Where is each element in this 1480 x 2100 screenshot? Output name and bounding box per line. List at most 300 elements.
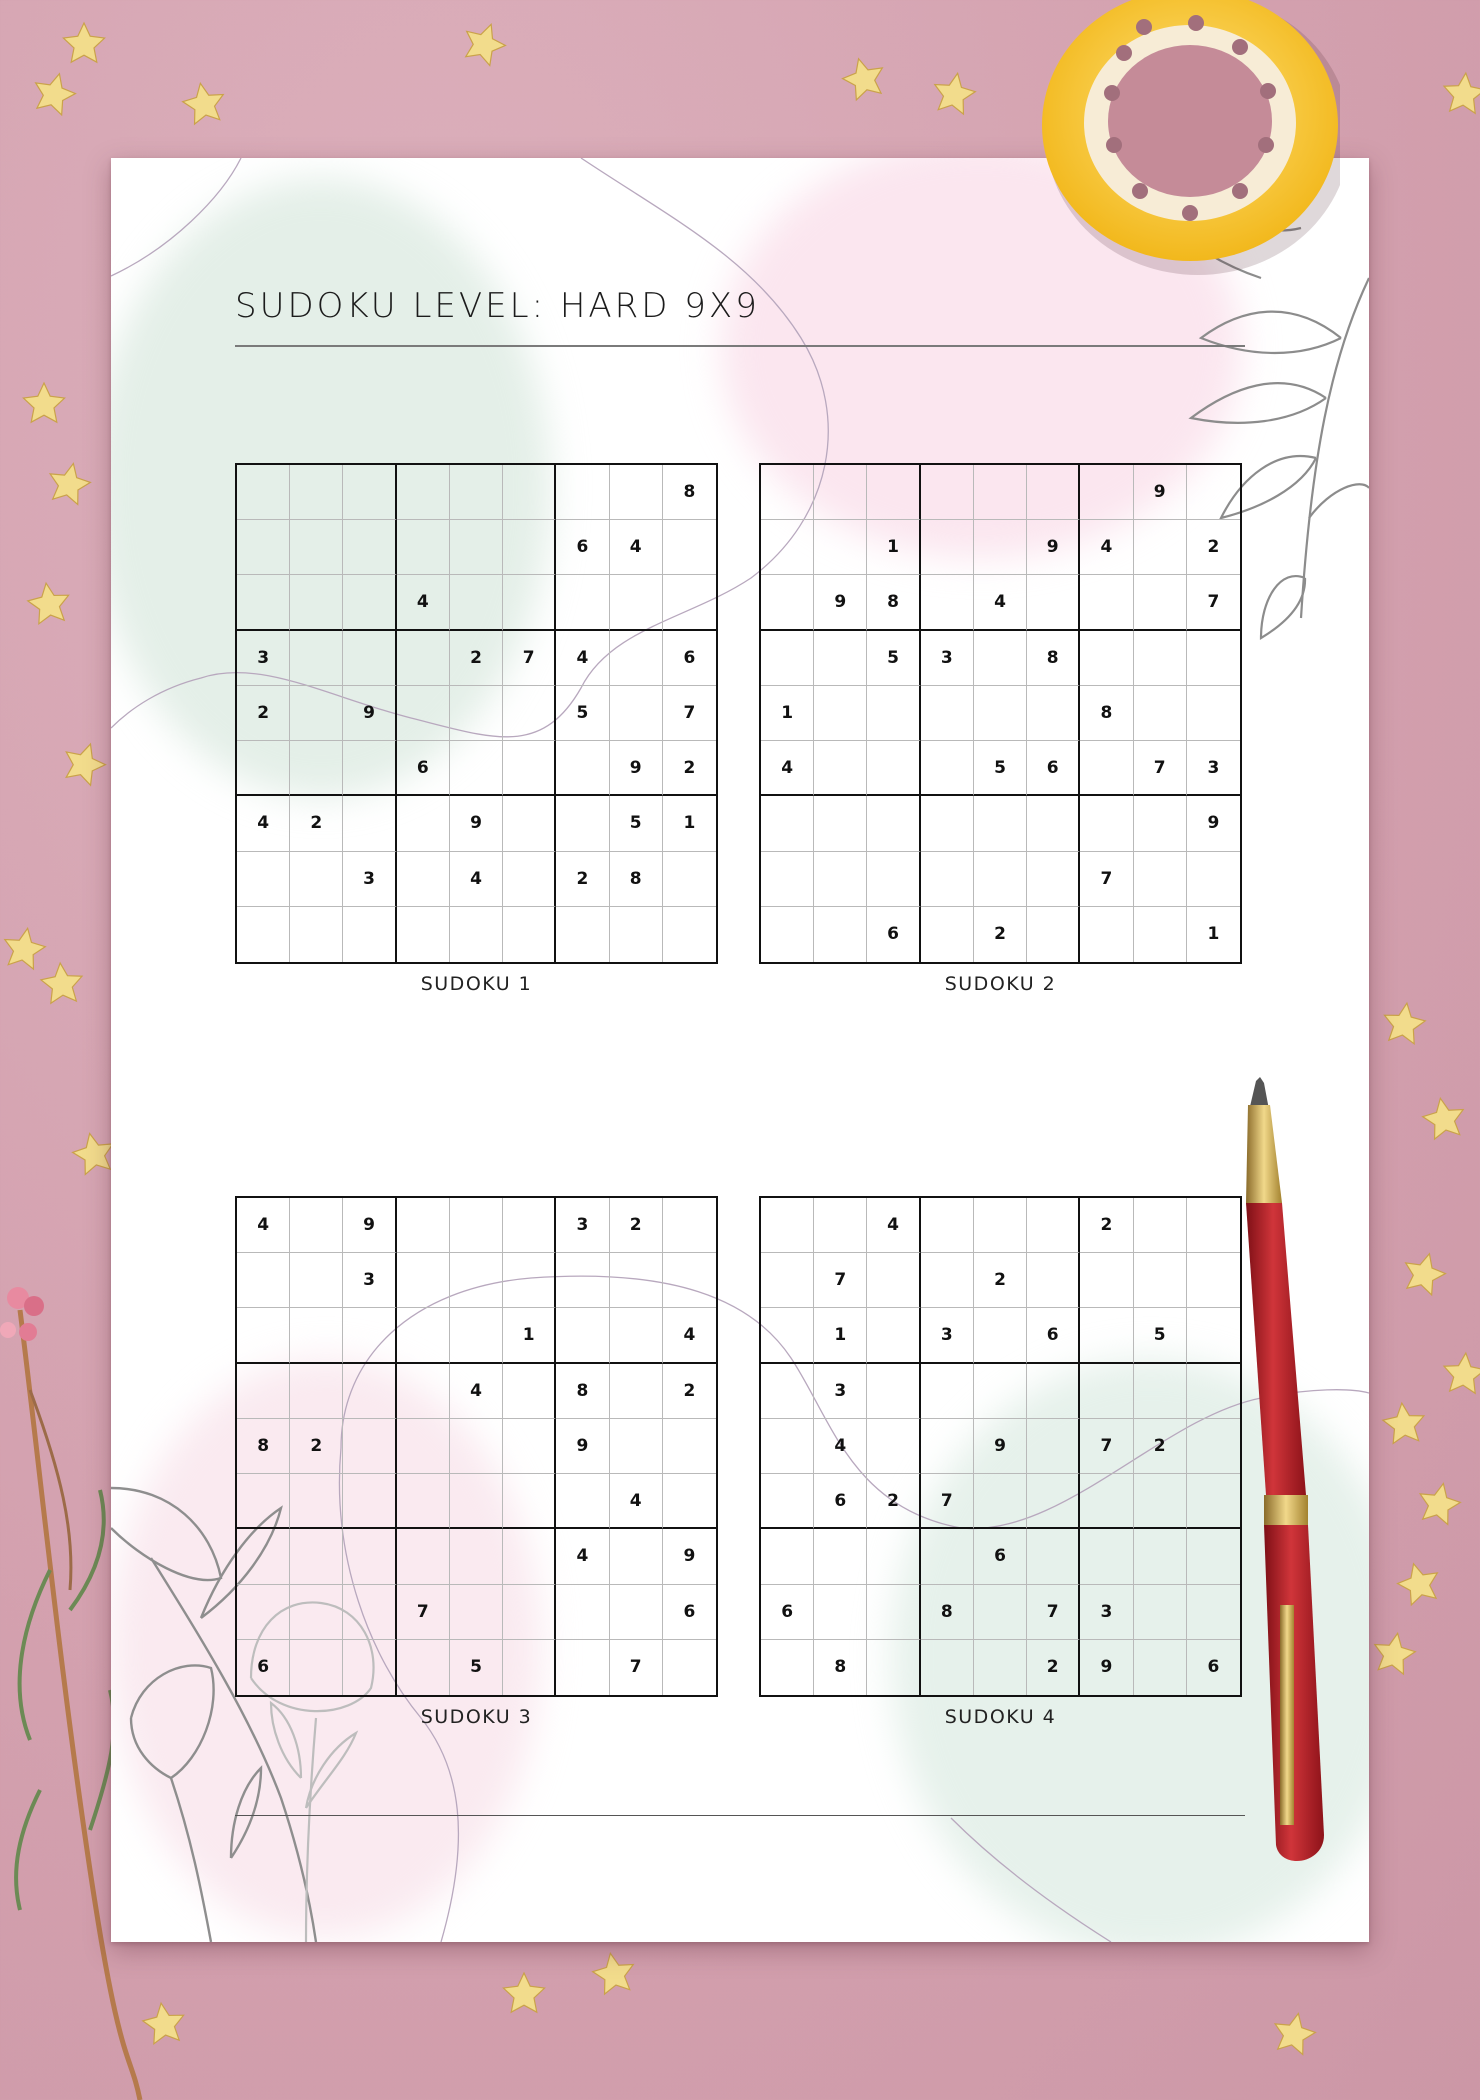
sudoku-cell[interactable] (450, 1419, 503, 1474)
sudoku-cell[interactable]: 6 (556, 520, 609, 575)
sudoku-cell[interactable]: 9 (343, 1198, 396, 1253)
sudoku-cell[interactable] (450, 1529, 503, 1584)
sudoku-cell[interactable] (814, 1198, 867, 1253)
sudoku-cell[interactable] (1187, 686, 1240, 741)
sudoku-cell[interactable]: 2 (974, 1253, 1027, 1308)
sudoku-cell[interactable] (397, 796, 450, 851)
sudoku-cell[interactable] (450, 686, 503, 741)
sudoku-cell[interactable]: 8 (867, 575, 920, 630)
sudoku-cell[interactable]: 4 (1080, 520, 1133, 575)
sudoku-cell[interactable] (1134, 575, 1187, 630)
sudoku-cell[interactable] (290, 575, 343, 630)
sudoku-cell[interactable] (663, 1253, 716, 1308)
sudoku-cell[interactable] (921, 1364, 974, 1419)
sudoku-cell[interactable] (1027, 852, 1080, 907)
sudoku-grid-3[interactable] (235, 1196, 718, 1697)
sudoku-cell[interactable] (610, 686, 663, 741)
sudoku-cell[interactable] (1080, 465, 1133, 520)
sudoku-cell[interactable] (556, 1585, 609, 1640)
sudoku-cell[interactable] (867, 686, 920, 741)
sudoku-cell[interactable]: 4 (610, 1474, 663, 1529)
sudoku-cell[interactable] (503, 465, 556, 520)
sudoku-cell[interactable] (397, 1474, 450, 1529)
sudoku-cell[interactable] (450, 520, 503, 575)
sudoku-cell[interactable] (397, 1529, 450, 1584)
sudoku-cell[interactable] (1080, 741, 1133, 796)
sudoku-cell[interactable] (397, 520, 450, 575)
sudoku-cell[interactable] (761, 520, 814, 575)
sudoku-cell[interactable] (761, 1474, 814, 1529)
sudoku-cell[interactable] (814, 631, 867, 686)
sudoku-cell[interactable]: 2 (1134, 1419, 1187, 1474)
sudoku-cell[interactable] (814, 741, 867, 796)
sudoku-cell[interactable] (290, 686, 343, 741)
sudoku-cell[interactable] (290, 1198, 343, 1253)
sudoku-cell[interactable] (921, 796, 974, 851)
sudoku-cell[interactable] (450, 907, 503, 962)
sudoku-cell[interactable] (610, 1308, 663, 1363)
sudoku-cell[interactable] (1027, 575, 1080, 630)
sudoku-cell[interactable] (1027, 1529, 1080, 1584)
sudoku-cell[interactable]: 1 (1207, 924, 1220, 945)
sudoku-cell[interactable] (1080, 907, 1133, 962)
sudoku-cell[interactable] (974, 631, 1027, 686)
sudoku-cell[interactable]: 1 (814, 1308, 867, 1363)
sudoku-cell[interactable]: 4 (556, 1529, 609, 1584)
sudoku-cell[interactable]: 9 (663, 1529, 716, 1584)
sudoku-cell[interactable]: 8 (610, 852, 663, 907)
sudoku-cell[interactable] (867, 1308, 920, 1363)
sudoku-cell[interactable] (290, 631, 343, 686)
sudoku-cell[interactable] (450, 465, 503, 520)
sudoku-cell[interactable]: 6 (663, 631, 716, 686)
sudoku-cell[interactable] (663, 1640, 716, 1695)
sudoku-cell[interactable]: 9 (1027, 520, 1080, 575)
sudoku-cell[interactable] (343, 631, 396, 686)
sudoku-cell[interactable] (1027, 1198, 1080, 1253)
sudoku-cell[interactable]: 7 (1080, 852, 1133, 907)
sudoku-cell[interactable] (610, 1419, 663, 1474)
sudoku-cell[interactable] (1134, 631, 1187, 686)
sudoku-cell[interactable] (921, 686, 974, 741)
sudoku-cell[interactable] (450, 1253, 503, 1308)
sudoku-cell[interactable] (1027, 1253, 1080, 1308)
sudoku-cell[interactable] (761, 575, 814, 630)
sudoku-cell[interactable] (290, 520, 343, 575)
sudoku-cell[interactable] (1080, 1474, 1133, 1529)
sudoku-cell[interactable] (237, 1585, 290, 1640)
sudoku-cell[interactable] (867, 1419, 920, 1474)
sudoku-cell[interactable]: 4 (237, 796, 290, 851)
sudoku-cell[interactable] (663, 907, 716, 962)
sudoku-cell[interactable]: 8 (1080, 686, 1133, 741)
sudoku-cell[interactable] (1187, 631, 1240, 686)
sudoku-cell[interactable] (921, 1198, 974, 1253)
sudoku-cell[interactable] (343, 520, 396, 575)
sudoku-cell[interactable] (921, 741, 974, 796)
sudoku-cell[interactable]: 9 (1134, 465, 1187, 520)
sudoku-cell[interactable]: 4 (556, 631, 609, 686)
sudoku-cell[interactable] (663, 1198, 716, 1253)
sudoku-cell[interactable]: 8 (814, 1640, 867, 1695)
sudoku-cell[interactable]: 6 (1027, 741, 1080, 796)
sudoku-cell[interactable] (610, 907, 663, 962)
sudoku-cell[interactable]: 6 (974, 1529, 1027, 1584)
sudoku-cell[interactable] (761, 631, 814, 686)
sudoku-cell[interactable] (663, 575, 716, 630)
sudoku-cell[interactable] (290, 1474, 343, 1529)
sudoku-cell[interactable] (290, 1253, 343, 1308)
sudoku-cell[interactable] (1134, 1640, 1187, 1695)
sudoku-cell[interactable] (814, 1585, 867, 1640)
sudoku-cell[interactable] (761, 1308, 814, 1363)
sudoku-cell[interactable]: 2 (290, 796, 343, 851)
sudoku-cell[interactable]: 7 (610, 1640, 663, 1695)
sudoku-cell[interactable] (397, 1364, 450, 1419)
sudoku-cell[interactable] (814, 796, 867, 851)
sudoku-cell[interactable] (503, 907, 556, 962)
sudoku-cell[interactable] (974, 465, 1027, 520)
sudoku-cell[interactable]: 6 (761, 1585, 814, 1640)
sudoku-cell[interactable] (814, 907, 867, 962)
sudoku-cell[interactable] (503, 852, 556, 907)
sudoku-cell[interactable]: 4 (663, 1308, 716, 1363)
sudoku-cell[interactable]: 2 (237, 686, 290, 741)
sudoku-cell[interactable]: 9 (1080, 1640, 1133, 1695)
sudoku-cell[interactable] (450, 1198, 503, 1253)
sudoku-cell[interactable] (397, 686, 450, 741)
sudoku-cell[interactable] (503, 686, 556, 741)
sudoku-cell[interactable] (761, 1640, 814, 1695)
sudoku-cell[interactable] (1027, 686, 1080, 741)
sudoku-cell[interactable] (556, 1474, 609, 1529)
sudoku-cell[interactable] (343, 575, 396, 630)
sudoku-cell[interactable]: 6 (1207, 1657, 1220, 1678)
sudoku-cell[interactable]: 6 (397, 741, 450, 796)
sudoku-cell[interactable] (814, 1529, 867, 1584)
sudoku-cell[interactable] (1134, 1364, 1187, 1419)
sudoku-cell[interactable] (1027, 1419, 1080, 1474)
sudoku-cell[interactable] (974, 852, 1027, 907)
sudoku-cell[interactable] (237, 1253, 290, 1308)
sudoku-cell[interactable] (556, 796, 609, 851)
sudoku-cell[interactable]: 4 (867, 1198, 920, 1253)
sudoku-cell[interactable]: 9 (814, 575, 867, 630)
sudoku-cell[interactable] (663, 1474, 716, 1529)
sudoku-cell[interactable]: 5 (974, 741, 1027, 796)
sudoku-cell[interactable] (867, 852, 920, 907)
sudoku-cell[interactable] (237, 741, 290, 796)
sudoku-cell[interactable] (1134, 1585, 1187, 1640)
sudoku-cell[interactable] (343, 796, 396, 851)
sudoku-cell[interactable]: 3 (921, 1308, 974, 1363)
sudoku-cell[interactable] (237, 1308, 290, 1363)
sudoku-cell[interactable] (921, 1529, 974, 1584)
sudoku-cell[interactable]: 2 (1080, 1198, 1133, 1253)
sudoku-cell[interactable] (397, 465, 450, 520)
sudoku-cell[interactable] (610, 465, 663, 520)
sudoku-cell[interactable] (1134, 852, 1187, 907)
sudoku-cell[interactable] (1027, 1364, 1080, 1419)
sudoku-cell[interactable] (556, 575, 609, 630)
sudoku-cell[interactable] (663, 1419, 716, 1474)
sudoku-cell[interactable]: 2 (1187, 520, 1240, 575)
sudoku-cell[interactable]: 4 (974, 575, 1027, 630)
sudoku-cell[interactable] (974, 1198, 1027, 1253)
sudoku-cell[interactable] (610, 1253, 663, 1308)
sudoku-cell[interactable] (974, 1474, 1027, 1529)
sudoku-cell[interactable] (974, 1364, 1027, 1419)
sudoku-cell[interactable] (610, 1529, 663, 1584)
sudoku-cell[interactable] (867, 1364, 920, 1419)
sudoku-cell[interactable] (921, 1419, 974, 1474)
sudoku-cell[interactable] (1134, 796, 1187, 851)
sudoku-cell[interactable] (290, 1364, 343, 1419)
sudoku-cell[interactable] (921, 1253, 974, 1308)
sudoku-cell[interactable] (503, 796, 556, 851)
sudoku-cell[interactable] (237, 520, 290, 575)
sudoku-cell[interactable] (556, 1253, 609, 1308)
sudoku-cell[interactable] (974, 1308, 1027, 1363)
sudoku-cell[interactable]: 2 (663, 741, 716, 796)
sudoku-cell[interactable] (237, 1364, 290, 1419)
sudoku-cell[interactable] (503, 1640, 556, 1695)
sudoku-cell[interactable] (237, 907, 290, 962)
sudoku-cell[interactable] (921, 907, 974, 962)
sudoku-cell[interactable]: 5 (610, 796, 663, 851)
sudoku-cell[interactable] (290, 741, 343, 796)
sudoku-cell[interactable]: 7 (1187, 575, 1240, 630)
sudoku-cell[interactable] (867, 1585, 920, 1640)
sudoku-cell[interactable] (290, 852, 343, 907)
sudoku-cell[interactable] (343, 741, 396, 796)
sudoku-cell[interactable] (1080, 1529, 1133, 1584)
sudoku-cell[interactable]: 5 (1134, 1308, 1187, 1363)
sudoku-cell[interactable]: 7 (921, 1474, 974, 1529)
sudoku-cell[interactable] (761, 796, 814, 851)
sudoku-cell[interactable] (610, 631, 663, 686)
sudoku-cell[interactable]: 5 (867, 631, 920, 686)
sudoku-cell[interactable] (503, 520, 556, 575)
sudoku-cell[interactable]: 6 (663, 1585, 716, 1640)
sudoku-cell[interactable] (290, 465, 343, 520)
sudoku-cell[interactable] (556, 741, 609, 796)
sudoku-cell[interactable] (921, 520, 974, 575)
sudoku-cell[interactable]: 1 (761, 686, 814, 741)
sudoku-cell[interactable]: 4 (450, 852, 503, 907)
sudoku-cell[interactable]: 6 (814, 1474, 867, 1529)
sudoku-cell[interactable]: 6 (237, 1640, 290, 1695)
sudoku-cell[interactable] (974, 686, 1027, 741)
sudoku-cell[interactable] (663, 852, 716, 907)
sudoku-cell[interactable] (974, 796, 1027, 851)
sudoku-grid-4[interactable] (759, 1196, 1242, 1697)
sudoku-cell[interactable]: 3 (921, 631, 974, 686)
sudoku-cell[interactable] (450, 1585, 503, 1640)
sudoku-cell[interactable] (867, 1640, 920, 1695)
sudoku-cell[interactable] (867, 465, 920, 520)
sudoku-cell[interactable] (343, 1474, 396, 1529)
sudoku-cell[interactable] (610, 1585, 663, 1640)
sudoku-cell[interactable] (503, 1364, 556, 1419)
sudoku-cell[interactable] (343, 1529, 396, 1584)
sudoku-cell[interactable] (450, 741, 503, 796)
sudoku-cell[interactable] (503, 1253, 556, 1308)
sudoku-cell[interactable] (1027, 465, 1080, 520)
sudoku-grid-1[interactable] (235, 463, 718, 964)
sudoku-cell[interactable] (503, 1474, 556, 1529)
sudoku-cell[interactable] (237, 1529, 290, 1584)
sudoku-cell[interactable] (921, 1640, 974, 1695)
sudoku-cell[interactable] (1027, 1474, 1080, 1529)
sudoku-cell[interactable] (1080, 1308, 1133, 1363)
sudoku-cell[interactable] (237, 852, 290, 907)
sudoku-cell[interactable]: 8 (1027, 631, 1080, 686)
sudoku-cell[interactable]: 4 (237, 1198, 290, 1253)
sudoku-cell[interactable] (921, 852, 974, 907)
sudoku-cell[interactable] (1080, 631, 1133, 686)
sudoku-cell[interactable] (397, 1253, 450, 1308)
sudoku-cell[interactable]: 9 (974, 1419, 1027, 1474)
sudoku-cell[interactable] (503, 741, 556, 796)
sudoku-cell[interactable]: 8 (663, 465, 716, 520)
sudoku-cell[interactable]: 7 (663, 686, 716, 741)
sudoku-cell[interactable]: 4 (450, 1364, 503, 1419)
sudoku-cell[interactable]: 2 (290, 1419, 343, 1474)
sudoku-cell[interactable]: 3 (237, 631, 290, 686)
sudoku-cell[interactable] (610, 1364, 663, 1419)
sudoku-cell[interactable]: 7 (1027, 1585, 1080, 1640)
sudoku-cell[interactable] (1134, 686, 1187, 741)
sudoku-cell[interactable]: 2 (867, 1474, 920, 1529)
sudoku-cell[interactable]: 9 (556, 1419, 609, 1474)
sudoku-cell[interactable]: 3 (343, 1253, 396, 1308)
sudoku-cell[interactable]: 9 (343, 686, 396, 741)
sudoku-cell[interactable] (397, 1419, 450, 1474)
sudoku-cell[interactable]: 2 (663, 1364, 716, 1419)
sudoku-cell[interactable]: 3 (556, 1198, 609, 1253)
sudoku-cell[interactable]: 3 (814, 1364, 867, 1419)
sudoku-cell[interactable] (610, 575, 663, 630)
sudoku-cell[interactable] (1134, 1474, 1187, 1529)
sudoku-cell[interactable] (761, 852, 814, 907)
sudoku-cell[interactable] (974, 1585, 1027, 1640)
sudoku-cell[interactable] (1187, 465, 1240, 520)
sudoku-cell[interactable] (1134, 1253, 1187, 1308)
sudoku-cell[interactable] (1134, 1198, 1187, 1253)
sudoku-cell[interactable] (237, 465, 290, 520)
sudoku-cell[interactable]: 7 (814, 1253, 867, 1308)
sudoku-cell[interactable] (397, 1640, 450, 1695)
sudoku-cell[interactable]: 2 (610, 1198, 663, 1253)
sudoku-cell[interactable]: 8 (921, 1585, 974, 1640)
sudoku-cell[interactable] (921, 575, 974, 630)
sudoku-cell[interactable]: 5 (556, 686, 609, 741)
sudoku-cell[interactable] (814, 520, 867, 575)
sudoku-cell[interactable] (397, 852, 450, 907)
sudoku-cell[interactable] (1134, 520, 1187, 575)
sudoku-cell[interactable] (974, 1640, 1027, 1695)
sudoku-cell[interactable]: 4 (814, 1419, 867, 1474)
sudoku-cell[interactable] (921, 465, 974, 520)
sudoku-cell[interactable] (343, 1364, 396, 1419)
sudoku-cell[interactable] (290, 1529, 343, 1584)
sudoku-cell[interactable]: 5 (450, 1640, 503, 1695)
sudoku-cell[interactable] (290, 1308, 343, 1363)
sudoku-cell[interactable] (397, 1308, 450, 1363)
sudoku-cell[interactable]: 6 (867, 907, 920, 962)
sudoku-cell[interactable] (867, 741, 920, 796)
sudoku-cell[interactable]: 2 (450, 631, 503, 686)
sudoku-cell[interactable]: 7 (1134, 741, 1187, 796)
sudoku-cell[interactable]: 1 (503, 1308, 556, 1363)
sudoku-cell[interactable] (237, 1474, 290, 1529)
sudoku-cell[interactable] (814, 686, 867, 741)
sudoku-cell[interactable]: 4 (397, 575, 450, 630)
sudoku-cell[interactable] (1080, 1364, 1133, 1419)
sudoku-cell[interactable] (867, 796, 920, 851)
sudoku-cell[interactable] (867, 1253, 920, 1308)
sudoku-cell[interactable]: 9 (610, 741, 663, 796)
sudoku-cell[interactable]: 6 (1027, 1308, 1080, 1363)
sudoku-cell[interactable] (343, 907, 396, 962)
sudoku-cell[interactable] (1080, 575, 1133, 630)
sudoku-cell[interactable] (556, 907, 609, 962)
sudoku-cell[interactable]: 8 (237, 1419, 290, 1474)
sudoku-cell[interactable] (761, 465, 814, 520)
sudoku-cell[interactable]: 4 (761, 741, 814, 796)
sudoku-cell[interactable]: 7 (503, 631, 556, 686)
sudoku-cell[interactable] (503, 1585, 556, 1640)
sudoku-cell[interactable]: 3 (1187, 741, 1240, 796)
sudoku-cell[interactable] (343, 1585, 396, 1640)
sudoku-cell[interactable]: 8 (556, 1364, 609, 1419)
sudoku-grid-2[interactable] (759, 463, 1242, 964)
sudoku-cell[interactable] (397, 907, 450, 962)
sudoku-cell[interactable] (556, 465, 609, 520)
sudoku-cell[interactable] (1187, 852, 1240, 907)
sudoku-cell[interactable] (761, 907, 814, 962)
sudoku-cell[interactable] (1080, 796, 1133, 851)
sudoku-cell[interactable] (290, 907, 343, 962)
sudoku-cell[interactable]: 3 (1080, 1585, 1133, 1640)
sudoku-cell[interactable] (450, 1308, 503, 1363)
sudoku-cell[interactable]: 2 (974, 907, 1027, 962)
sudoku-cell[interactable]: 4 (610, 520, 663, 575)
sudoku-cell[interactable] (974, 520, 1027, 575)
sudoku-cell[interactable] (503, 1419, 556, 1474)
sudoku-cell[interactable] (343, 1640, 396, 1695)
sudoku-cell[interactable] (1027, 907, 1080, 962)
sudoku-cell[interactable] (1027, 796, 1080, 851)
sudoku-cell[interactable] (663, 520, 716, 575)
sudoku-cell[interactable] (397, 631, 450, 686)
sudoku-cell[interactable] (343, 1419, 396, 1474)
sudoku-cell[interactable] (761, 1529, 814, 1584)
sudoku-cell[interactable]: 2 (1027, 1640, 1080, 1695)
sudoku-cell[interactable]: 1 (663, 796, 716, 851)
sudoku-cell[interactable]: 2 (556, 852, 609, 907)
sudoku-cell[interactable]: 1 (867, 520, 920, 575)
sudoku-cell[interactable] (814, 465, 867, 520)
sudoku-cell[interactable]: 7 (397, 1585, 450, 1640)
sudoku-cell[interactable] (867, 1529, 920, 1584)
sudoku-cell[interactable] (450, 1474, 503, 1529)
sudoku-cell[interactable] (761, 1253, 814, 1308)
sudoku-cell[interactable] (343, 465, 396, 520)
sudoku-cell[interactable] (761, 1364, 814, 1419)
sudoku-cell[interactable] (556, 1308, 609, 1363)
